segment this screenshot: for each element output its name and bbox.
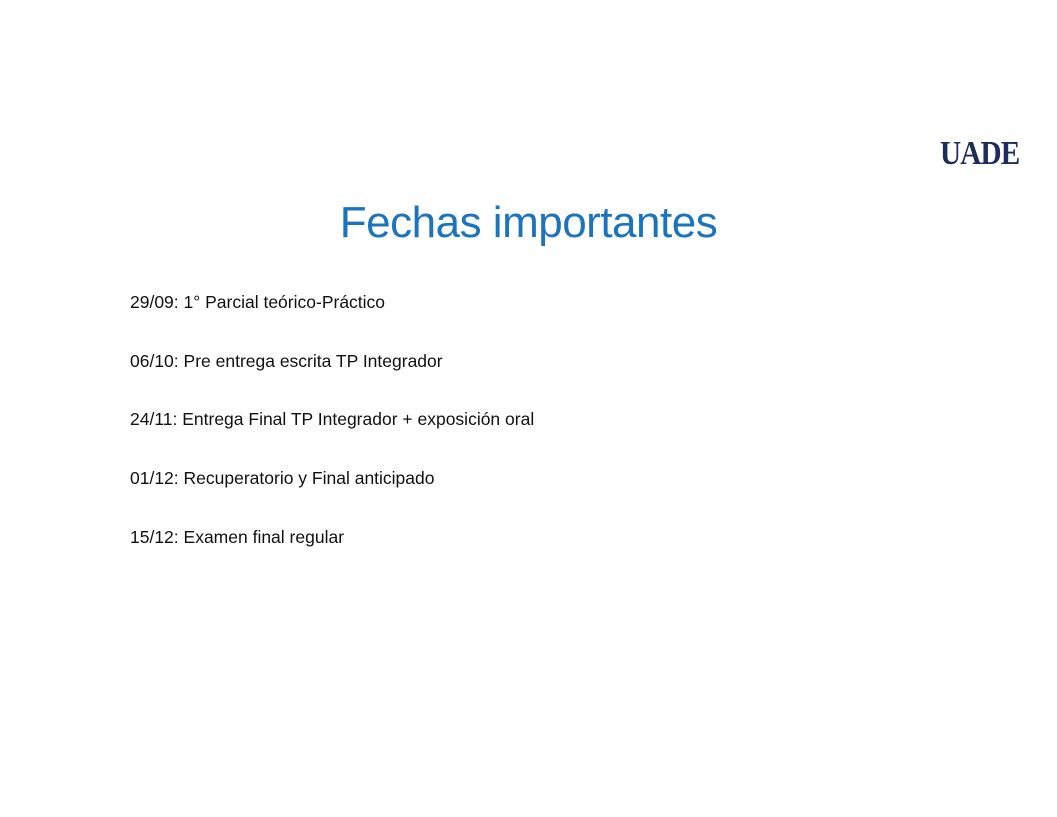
date-item: 15/12: Examen final regular [130,526,345,547]
date-item: 01/12: Recuperatorio y Final anticipado [130,468,435,489]
date-item: 24/11: Entrega Final TP Integrador + exposición oral [130,409,535,430]
important-dates-list [130,289,534,582]
date-item: 06/10: Pre entrega escrita TP Integrador [130,350,443,371]
uade-logo: UADE [940,135,1020,172]
page-title: Fechas importantes [339,198,718,247]
date-item: 29/09: 1° Parcial teórico-Práctico [130,292,386,312]
